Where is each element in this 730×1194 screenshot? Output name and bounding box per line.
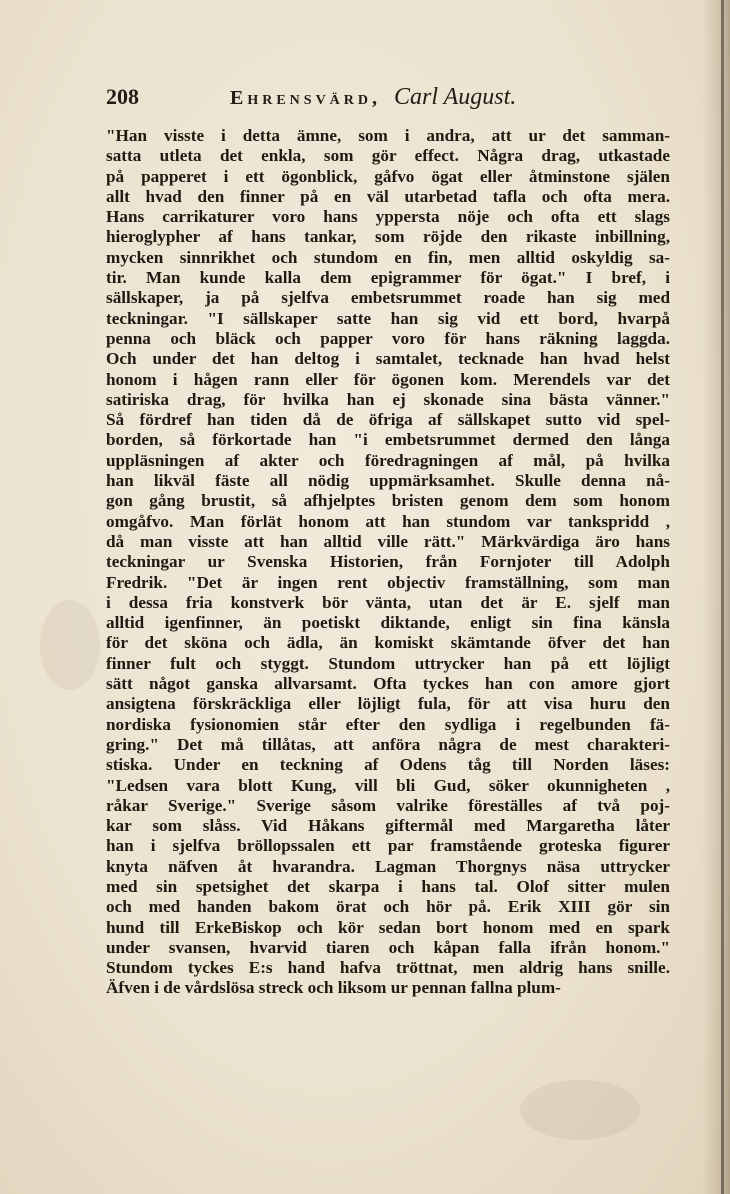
text-line: stiska. Under en teckning af Odens tåg till Norden läses: bbox=[106, 755, 670, 775]
page-number: 208 bbox=[106, 84, 139, 109]
running-title bbox=[230, 84, 516, 111]
text-line: nordiska fysionomien står efter den sydliga i regelbunden fä- bbox=[106, 714, 670, 734]
text-line: i dessa fria konstverk bör vänta, utan det är E. sjelf man bbox=[106, 592, 670, 612]
text-line: teckningar ur Svenska Historien, från Fornjoter till Adolph bbox=[106, 552, 670, 572]
text-line: och med handen bakom örat och hör på. Erik XIII gör sin bbox=[106, 897, 670, 917]
text-line: han likväl fäste all nödig uppmärksamhet. Skulle denna nå- bbox=[106, 471, 670, 491]
text-line: satta utleta det enkla, som gör effect. Några drag, utkastade bbox=[106, 146, 670, 166]
text-line: omgåfvo. Man förlät honom att han stundom var tankspridd , bbox=[106, 511, 670, 531]
running-title-given-name: Carl August. bbox=[394, 84, 517, 110]
text-line: uppläsningen af akter och föredragningen af mål, på hvilka bbox=[106, 450, 670, 470]
text-line: sätt något ganska allvarsamt. Ofta tyckes han con amore gjort bbox=[106, 674, 670, 694]
text-line: "Han visste i detta ämne, som i andra, att ur det samman- bbox=[106, 126, 670, 145]
text-line: under svansen, hvarvid tiaren och kåpan falla ifrån honom." bbox=[106, 937, 670, 957]
text-line: "Ledsen vara blott Kung, vill bli Gud, söker okunnigheten , bbox=[106, 775, 670, 795]
text-line: Och under det han deltog i samtalet, tecknade han hvad helst bbox=[106, 349, 670, 369]
text-line: hund till ErkeBiskop och kör sedan bort honom med en spark bbox=[106, 917, 670, 937]
text-line: Hans carrikaturer voro hans yppersta nöje och ofta ett slags bbox=[106, 207, 670, 227]
text-line: sällskaper, ja på sjelfva embetsrummet roade han sig med bbox=[106, 288, 670, 308]
text-line: han i sjelfva bröllopssalen ett par framstående groteska figurer bbox=[106, 836, 670, 856]
text-line: råkar Sverige." Sverige såsom valrike föreställes af två poj- bbox=[106, 795, 670, 815]
text-line: borden, så förkortade han "i embetsrummet dermed den långa bbox=[106, 430, 670, 450]
text-line: då man visste att han alltid ville rätt." Märkvärdiga äro hans bbox=[106, 531, 670, 551]
text-line: ansigtena förskräckliga eller löjligt fula, för att visa huru den bbox=[106, 694, 670, 714]
text-line: Stundom tyckes E:s hand hafva tröttnat, men aldrig hans snille. bbox=[106, 958, 670, 978]
page-header bbox=[106, 80, 556, 116]
paper-stain bbox=[520, 1080, 640, 1140]
text-line: tir. Man kunde kalla dem epigrammer för ögat." I bref, i bbox=[106, 268, 670, 288]
running-title-surname: Ehrensvärd, bbox=[230, 87, 382, 109]
text-line: Så fördref han tiden då de öfriga af sällskapet sutto vid spel- bbox=[106, 410, 670, 430]
text-line: teckningar. "I sällskaper satte han sig vid ett bord, hvarpå bbox=[106, 308, 670, 328]
text-line: satiriska drag, för hvilka han ej skonade sina bästa vänner." bbox=[106, 389, 670, 409]
page-edge-line bbox=[721, 0, 724, 1194]
page-edge-shadow bbox=[702, 0, 730, 1194]
text-line: hieroglypher af hans tankar, som röjde den rikaste inbillning, bbox=[106, 227, 670, 247]
text-line: alltid igenfinner, än poetiskt diktande, enligt sin fina känsla bbox=[106, 613, 670, 633]
text-line: på papperet i ett ögonblick, gåfvo ögat eller åtminstone själen bbox=[106, 166, 670, 186]
text-line: för det sköna och ädla, än komiskt skämtande öfver det han bbox=[106, 633, 670, 653]
text-line: mycken sinnrikhet och stundom en fin, men alltid oskyldig sa- bbox=[106, 247, 670, 267]
body-text bbox=[106, 126, 670, 999]
text-line: Äfven i de vårdslösa streck och liksom ur pennan fallna plum- bbox=[106, 978, 561, 998]
paper-stain bbox=[40, 600, 100, 690]
text-line: knyta näfven åt hvarandra. Lagman Thorgnys näsa uttrycker bbox=[106, 856, 670, 876]
text-line: honom i hågen rann eller för ögonen kom. Merendels var det bbox=[106, 369, 670, 389]
text-line: penna och bläck och papper voro för hans räkning laggda. bbox=[106, 328, 670, 348]
text-line: Fredrik. "Det är ingen rent objectiv framställning, som man bbox=[106, 572, 670, 592]
text-line: finner fult och styggt. Stundom uttrycker han på ett löjligt bbox=[106, 653, 670, 673]
text-line: kar som slåss. Vid Håkans giftermål med Margaretha låter bbox=[106, 816, 670, 836]
text-line: gon gång brustit, så afhjelptes bristen genom dem som honom bbox=[106, 491, 670, 511]
text-line: gring." Det må tillåtas, att anföra några de mest charakteri- bbox=[106, 734, 670, 754]
text-line: allt hvad den finner på en väl utarbetad tafla och ofta mera. bbox=[106, 186, 670, 206]
text-line: med sin spetsighet det skarpa i hans tal. Olof sitter mulen bbox=[106, 876, 670, 896]
